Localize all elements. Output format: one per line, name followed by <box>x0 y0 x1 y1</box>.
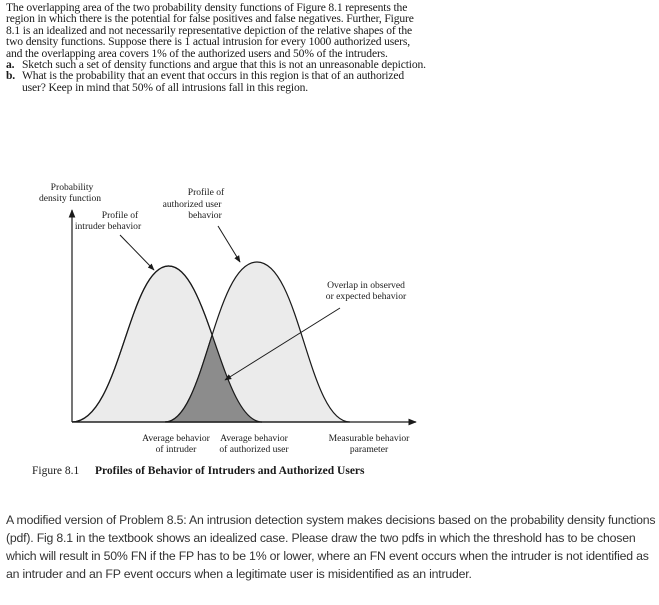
y-axis-label-line-1: Probability <box>50 182 94 193</box>
overlap-label-line-1: Overlap in observed <box>327 280 405 291</box>
authorized-label-line-1: Profile of <box>187 187 225 198</box>
part-a-tag: a. <box>6 58 15 72</box>
authorized-label-line-3: behavior <box>188 210 222 221</box>
intruder-label-line-1: Profile of <box>101 210 139 221</box>
problem-intro: The overlapping area of the two probability density functions of Figure 8.1 represents the region in which there is the potential for false positives and false negatives. Further, Figure 8.1 is an idealized and not necessarily representative depiction of the relative shapes of the two density functions. Suppose there is 1 actual intrusion for every 1000 authorized users, and the overlapping area covers 1% of the authorized users and 50% of the intruders. <box>6 1 414 60</box>
authorized-pointer-arrow <box>218 226 240 262</box>
x-authorized-label-line-2: of authorized user <box>219 444 289 455</box>
y-axis-label-line-2: density function <box>38 193 102 204</box>
modified-problem-note: A modified version of Problem 8.5: An intrusion detection system makes decisions based on the probability density functions (pdf). Fig 8.1 in the textbook shows an idealized case. Please draw the two pdfs in which the threshold has to be chosen which will result in 50% FN if the FP has to be 1% or lower, where an FN event occurs when the intruder is not identified as an intruder and an FP event occurs when a legitimate user is misidentified as an intruder. <box>6 513 656 581</box>
part-b-tag: b. <box>6 69 16 83</box>
x-intruder-label-line-1: Average behavior <box>142 433 210 444</box>
intruder-pointer-arrow <box>120 235 154 270</box>
x-intruder-label-line-2: of intruder <box>155 444 197 455</box>
x-param-label-line-2: parameter <box>349 444 389 455</box>
part-b-text: What is the probability that an event that occurs in this region is that of an authorized user? Keep in mind that 50% of all intrusions fall in this region. <box>22 69 405 94</box>
overlap-label-line-2: or expected behavior <box>325 291 407 302</box>
intruder-label-line-2: intruder behavior <box>74 221 142 232</box>
figure-caption-title: Profiles of Behavior of Intruders and Authorized Users <box>95 465 365 477</box>
x-param-label-line-1: Measurable behavior <box>328 433 410 444</box>
figure-caption-number: Figure 8.1 <box>32 465 80 477</box>
authorized-label-line-2: authorized user <box>162 199 222 210</box>
x-authorized-label-line-1: Average behavior <box>220 433 288 444</box>
part-a-text: Sketch such a set of density functions and argue that this is not an unreasonable depiction. <box>22 58 426 72</box>
